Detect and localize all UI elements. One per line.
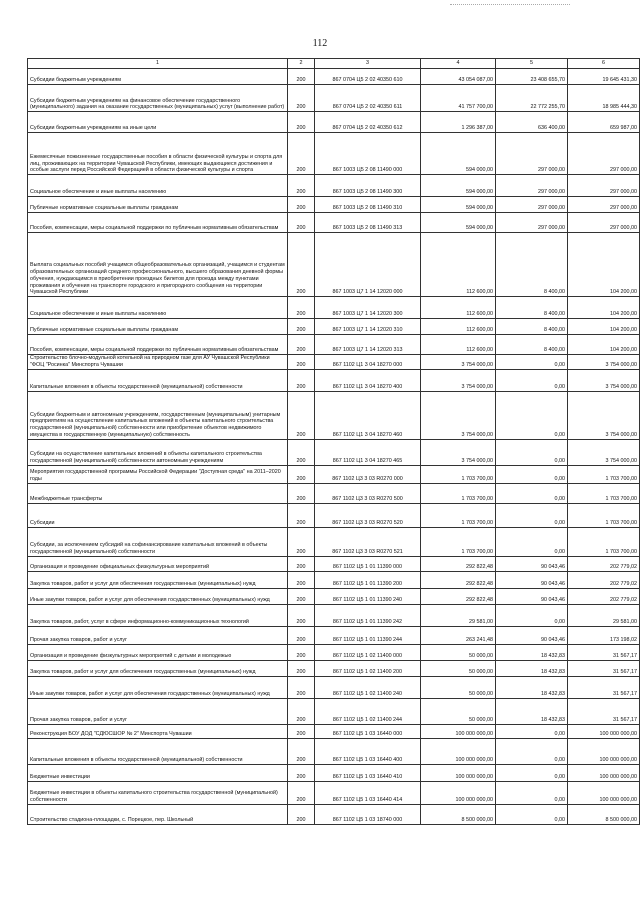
table-row	[28, 85, 640, 112]
row-amount-total: 1 703 700,00	[421, 483, 496, 503]
row-amount-total: 112 600,00	[421, 335, 496, 355]
row-classification: 867 1102 Ц5 1 03 16440 414	[315, 781, 421, 804]
row-classification: 867 0704 Ц5 2 02 40350 612	[315, 112, 421, 133]
row-amount-executed: 297 000,00	[496, 175, 568, 197]
row-name: Капитальные вложения в объекты государственной (муниципальной) собственности	[28, 369, 288, 391]
row-amount-total: 1 703 700,00	[421, 465, 496, 483]
row-code: 200	[288, 738, 315, 764]
row-amount-total: 594 000,00	[421, 175, 496, 197]
row-name: Строительство стадиона-площадки, с. Порецкое, пер. Школьный	[28, 804, 288, 824]
row-amount-executed: 18 432,83	[496, 644, 568, 660]
row-amount-executed: 90 043,46	[496, 588, 568, 604]
row-classification: 867 1102 Ц1 3 04 18270 400	[315, 369, 421, 391]
table-row	[28, 644, 640, 660]
row-classification: 867 1003 Ц7 1 14 12020 310	[315, 319, 421, 335]
row-classification: 867 1102 Ц5 1 02 11400 240	[315, 676, 421, 698]
row-name: Субсидии на осуществление капитальных вложений в объекты капитального строительства государственной (муниципальной) собственности автономным учреждениям	[28, 439, 288, 465]
row-amount-total: 100 000 000,00	[421, 724, 496, 738]
row-amount-executed: 0,00	[496, 527, 568, 556]
row-code: 200	[288, 588, 315, 604]
row-name: Строительство блочно-модульной котельной на природном газе для АУ Чувашской Республики "ФОЦ "Росинка" Минспорта Чувашии	[28, 355, 288, 370]
row-name: Закупка товаров, работ и услуг для обеспечения государственных (муниципальных) нужд	[28, 571, 288, 588]
table-row	[28, 781, 640, 804]
row-name: Иные закупки товаров, работ и услуг для обеспечения государственных (муниципальных) нужд	[28, 676, 288, 698]
row-classification: 867 1102 Ц5 1 03 16440 400	[315, 738, 421, 764]
row-code: 200	[288, 297, 315, 319]
row-code: 200	[288, 804, 315, 824]
table-row	[28, 804, 640, 824]
row-name: Пособия, компенсации, меры социальной поддержки по публичным нормативным обязательствам	[28, 213, 288, 233]
table-row	[28, 465, 640, 483]
row-classification: 867 1102 Ц5 1 02 11400 200	[315, 660, 421, 676]
row-amount-total: 292 822,48	[421, 571, 496, 588]
row-amount-executed: 90 043,46	[496, 556, 568, 571]
row-classification: 867 0704 Ц5 2 02 40350 611	[315, 85, 421, 112]
row-amount-executed: 8 400,00	[496, 335, 568, 355]
row-amount-remaining: 1 703 700,00	[568, 503, 640, 527]
row-code: 200	[288, 439, 315, 465]
row-amount-remaining: 3 754 000,00	[568, 355, 640, 370]
page-number: 112	[312, 38, 328, 49]
row-name: Выплата социальных пособий учащимся общеобразовательных организаций, учащимся и студентам образовательных организаций среднего профессионального, высшего образования дневной формы обучения, нуждающимся в приобретении проездных билетов для проезда между пунктами проживания и обучения на транспорте городского и пригородного сообщения на территории Чувашской Республики	[28, 233, 288, 297]
row-amount-total: 1 296 387,00	[421, 112, 496, 133]
row-amount-executed: 0,00	[496, 439, 568, 465]
row-amount-executed: 0,00	[496, 503, 568, 527]
table-row	[28, 604, 640, 626]
row-amount-executed: 0,00	[496, 391, 568, 439]
table-row	[28, 335, 640, 355]
row-name: Иные закупки товаров, работ и услуг для обеспечения государственных (муниципальных) нужд	[28, 588, 288, 604]
row-amount-remaining: 18 985 444,30	[568, 85, 640, 112]
row-code: 200	[288, 660, 315, 676]
table-row	[28, 764, 640, 781]
row-classification: 867 1102 Ц1 3 04 18270 460	[315, 391, 421, 439]
row-amount-remaining: 297 000,00	[568, 213, 640, 233]
row-code: 200	[288, 644, 315, 660]
row-classification: 867 1102 Ц3 3 03 R0270 520	[315, 503, 421, 527]
row-code: 200	[288, 112, 315, 133]
col-header-1: 1	[28, 59, 288, 69]
row-amount-executed: 90 043,46	[496, 626, 568, 644]
row-code: 200	[288, 781, 315, 804]
scan-mark	[450, 4, 570, 8]
row-code: 200	[288, 175, 315, 197]
row-amount-total: 100 000 000,00	[421, 738, 496, 764]
row-classification: 867 1102 Ц5 1 02 11400 244	[315, 698, 421, 724]
row-amount-total: 1 703 700,00	[421, 503, 496, 527]
row-amount-executed: 0,00	[496, 781, 568, 804]
row-code: 200	[288, 233, 315, 297]
row-name: Организация и проведение официальных физкультурных мероприятий	[28, 556, 288, 571]
table-row	[28, 297, 640, 319]
row-amount-remaining: 100 000 000,00	[568, 738, 640, 764]
row-code: 200	[288, 724, 315, 738]
row-amount-executed: 0,00	[496, 724, 568, 738]
row-amount-executed: 0,00	[496, 483, 568, 503]
row-amount-total: 594 000,00	[421, 197, 496, 213]
table-row	[28, 391, 640, 439]
row-name: Публичные нормативные социальные выплаты гражданам	[28, 197, 288, 213]
row-amount-total: 50 000,00	[421, 676, 496, 698]
col-header-2: 2	[288, 59, 315, 69]
table-row	[28, 571, 640, 588]
row-amount-total: 29 581,00	[421, 604, 496, 626]
row-amount-remaining: 3 754 000,00	[568, 439, 640, 465]
row-code: 200	[288, 698, 315, 724]
row-amount-total: 292 822,48	[421, 556, 496, 571]
row-amount-executed: 0,00	[496, 604, 568, 626]
row-amount-executed: 22 772 255,70	[496, 85, 568, 112]
row-name: Субсидии бюджетным учреждениям на финансовое обеспечение государственного (муниципального) задания на оказание государственных (муниципальных) услуг (выполнение работ)	[28, 85, 288, 112]
col-header-6: 6	[568, 59, 640, 69]
row-classification: 867 1003 Ц7 1 14 12020 000	[315, 233, 421, 297]
row-amount-remaining: 1 703 700,00	[568, 527, 640, 556]
row-amount-remaining: 31 567,17	[568, 644, 640, 660]
row-amount-total: 41 757 700,00	[421, 85, 496, 112]
row-amount-executed: 0,00	[496, 804, 568, 824]
row-amount-total: 3 754 000,00	[421, 355, 496, 370]
row-amount-total: 43 054 087,00	[421, 69, 496, 85]
row-amount-remaining: 202 779,02	[568, 556, 640, 571]
row-classification: 867 1102 Ц1 3 04 18270 465	[315, 439, 421, 465]
row-name: Прочая закупка товаров, работ и услуг	[28, 626, 288, 644]
row-amount-remaining: 1 703 700,00	[568, 483, 640, 503]
row-name: Бюджетные инвестиции	[28, 764, 288, 781]
row-classification: 867 1102 Ц1 3 04 18270 000	[315, 355, 421, 370]
row-classification: 867 1003 Ц5 2 08 11490 300	[315, 175, 421, 197]
row-code: 200	[288, 764, 315, 781]
row-code: 200	[288, 527, 315, 556]
row-amount-remaining: 31 567,17	[568, 676, 640, 698]
row-amount-executed: 297 000,00	[496, 213, 568, 233]
row-amount-remaining: 29 581,00	[568, 604, 640, 626]
row-amount-remaining: 104 200,00	[568, 335, 640, 355]
table-row	[28, 439, 640, 465]
col-header-4: 4	[421, 59, 496, 69]
row-code: 200	[288, 69, 315, 85]
row-name: Организация и проведение физкультурных мероприятий с детьми и молодежью	[28, 644, 288, 660]
row-amount-executed: 0,00	[496, 355, 568, 370]
row-code: 200	[288, 133, 315, 175]
row-classification: 867 1102 Ц5 1 01 11390 240	[315, 588, 421, 604]
row-amount-executed: 0,00	[496, 738, 568, 764]
table-row	[28, 724, 640, 738]
row-classification: 867 1102 Ц3 3 03 R0270 521	[315, 527, 421, 556]
row-name: Прочая закупка товаров, работ и услуг	[28, 698, 288, 724]
row-amount-total: 292 822,48	[421, 588, 496, 604]
row-amount-total: 3 754 000,00	[421, 391, 496, 439]
row-amount-remaining: 202 779,02	[568, 588, 640, 604]
row-amount-executed: 0,00	[496, 465, 568, 483]
row-name: Социальное обеспечение и иные выплаты населению	[28, 297, 288, 319]
col-header-3: 3	[315, 59, 421, 69]
row-code: 200	[288, 213, 315, 233]
table-row	[28, 355, 640, 370]
row-code: 200	[288, 571, 315, 588]
row-amount-executed: 0,00	[496, 369, 568, 391]
row-code: 200	[288, 85, 315, 112]
row-code: 200	[288, 197, 315, 213]
row-classification: 867 1102 Ц5 1 03 16440 000	[315, 724, 421, 738]
row-name: Реконструкция БОУ ДОД "СДЮСШОР № 2" Минспорта Чувашии	[28, 724, 288, 738]
row-code: 200	[288, 465, 315, 483]
row-code: 200	[288, 626, 315, 644]
row-name: Субсидии, за исключением субсидий на софинансирование капитальных вложений в объекты государственной (муниципальной) собственности	[28, 527, 288, 556]
row-code: 200	[288, 604, 315, 626]
row-amount-remaining: 202 779,02	[568, 571, 640, 588]
header-row	[28, 59, 640, 69]
row-name: Капитальные вложения в объекты государственной (муниципальной) собственности	[28, 738, 288, 764]
row-amount-executed: 297 000,00	[496, 197, 568, 213]
row-amount-executed: 18 432,83	[496, 676, 568, 698]
table-row	[28, 69, 640, 85]
row-amount-remaining: 100 000 000,00	[568, 724, 640, 738]
row-amount-remaining: 104 200,00	[568, 233, 640, 297]
row-amount-total: 8 500 000,00	[421, 804, 496, 824]
row-amount-total: 594 000,00	[421, 213, 496, 233]
row-amount-total: 100 000 000,00	[421, 781, 496, 804]
row-amount-remaining: 31 567,17	[568, 660, 640, 676]
table-row	[28, 588, 640, 604]
table-row	[28, 319, 640, 335]
row-amount-executed: 297 000,00	[496, 133, 568, 175]
row-name: Ежемесячные пожизненные государственные пособия в области физической культуры и спорта для лиц, проживающих на территории Чувашской Республики, имеющих выдающиеся достижения и особые заслуги перед Российской Федерацией в области физической культуры и спорта	[28, 133, 288, 175]
row-name: Закупка товаров, работ и услуг для обеспечения государственных (муниципальных) нужд	[28, 660, 288, 676]
row-amount-remaining: 31 567,17	[568, 698, 640, 724]
row-name: Публичные нормативные социальные выплаты гражданам	[28, 319, 288, 335]
row-amount-executed: 18 432,83	[496, 660, 568, 676]
row-classification: 867 1003 Ц7 1 14 12020 300	[315, 297, 421, 319]
row-amount-executed: 636 400,00	[496, 112, 568, 133]
table-row	[28, 676, 640, 698]
row-amount-remaining: 173 198,02	[568, 626, 640, 644]
row-amount-total: 3 754 000,00	[421, 369, 496, 391]
row-code: 200	[288, 335, 315, 355]
row-amount-total: 112 600,00	[421, 297, 496, 319]
row-amount-executed: 18 432,83	[496, 698, 568, 724]
table-row	[28, 175, 640, 197]
row-classification: 867 1102 Ц3 3 03 R0270 500	[315, 483, 421, 503]
row-name: Бюджетные инвестиции в объекты капитального строительства государственной (муниципальной) собственности	[28, 781, 288, 804]
table-row	[28, 112, 640, 133]
row-classification: 867 1003 Ц5 2 08 11490 313	[315, 213, 421, 233]
row-amount-total: 112 600,00	[421, 319, 496, 335]
row-amount-remaining: 3 754 000,00	[568, 391, 640, 439]
row-name: Субсидии бюджетным учреждениям на иные цели	[28, 112, 288, 133]
row-classification: 867 1003 Ц5 2 08 11490 310	[315, 197, 421, 213]
row-amount-executed: 8 400,00	[496, 233, 568, 297]
row-amount-total: 50 000,00	[421, 698, 496, 724]
row-classification: 867 1003 Ц5 2 08 11490 000	[315, 133, 421, 175]
row-amount-total: 594 000,00	[421, 133, 496, 175]
table-row	[28, 369, 640, 391]
row-amount-total: 50 000,00	[421, 644, 496, 660]
table-row	[28, 527, 640, 556]
row-amount-remaining: 100 000 000,00	[568, 781, 640, 804]
row-amount-total: 50 000,00	[421, 660, 496, 676]
row-amount-total: 263 241,48	[421, 626, 496, 644]
row-classification: 867 1102 Ц5 1 01 11390 244	[315, 626, 421, 644]
table-row	[28, 626, 640, 644]
row-amount-executed: 8 400,00	[496, 319, 568, 335]
row-classification: 867 1102 Ц3 3 03 R0270 000	[315, 465, 421, 483]
row-code: 200	[288, 556, 315, 571]
row-name: Пособия, компенсации, меры социальной поддержки по публичным нормативным обязательствам	[28, 335, 288, 355]
table-row	[28, 197, 640, 213]
table-row	[28, 133, 640, 175]
row-amount-remaining: 297 000,00	[568, 175, 640, 197]
row-amount-executed: 90 043,46	[496, 571, 568, 588]
row-amount-total: 3 754 000,00	[421, 439, 496, 465]
row-amount-executed: 8 400,00	[496, 297, 568, 319]
row-code: 200	[288, 483, 315, 503]
row-code: 200	[288, 391, 315, 439]
row-name: Мероприятия государственной программы Российской Федерации "Доступная среда" на 2011–2020 годы	[28, 465, 288, 483]
row-classification: 867 1102 Ц5 1 01 11390 000	[315, 556, 421, 571]
table-body	[28, 69, 640, 825]
row-amount-executed: 23 408 655,70	[496, 69, 568, 85]
table-row	[28, 503, 640, 527]
row-amount-remaining: 8 500 000,00	[568, 804, 640, 824]
row-classification: 867 1003 Ц7 1 14 12020 313	[315, 335, 421, 355]
row-name: Межбюджетные трансферты	[28, 483, 288, 503]
row-name: Субсидии	[28, 503, 288, 527]
row-amount-remaining: 104 200,00	[568, 319, 640, 335]
row-name: Закупка товаров, работ, услуг в сфере информационно-коммуникационных технологий	[28, 604, 288, 626]
row-code: 200	[288, 319, 315, 335]
row-amount-total: 112 600,00	[421, 233, 496, 297]
row-amount-total: 1 703 700,00	[421, 527, 496, 556]
row-classification: 867 1102 Ц5 1 03 16440 410	[315, 764, 421, 781]
table-row	[28, 233, 640, 297]
row-code: 200	[288, 676, 315, 698]
row-classification: 867 1102 Ц5 1 03 18740 000	[315, 804, 421, 824]
row-amount-remaining: 297 000,00	[568, 133, 640, 175]
row-classification: 867 1102 Ц5 1 02 11400 000	[315, 644, 421, 660]
row-code: 200	[288, 369, 315, 391]
table-row	[28, 698, 640, 724]
row-classification: 867 1102 Ц5 1 01 11390 200	[315, 571, 421, 588]
row-code: 200	[288, 355, 315, 370]
budget-table	[27, 58, 640, 825]
col-header-5: 5	[496, 59, 568, 69]
row-amount-total: 100 000 000,00	[421, 764, 496, 781]
table-row	[28, 556, 640, 571]
row-classification: 867 0704 Ц5 2 02 40350 610	[315, 69, 421, 85]
row-name: Субсидии бюджетным учреждениям	[28, 69, 288, 85]
row-amount-remaining: 100 000 000,00	[568, 764, 640, 781]
table-row	[28, 660, 640, 676]
row-amount-executed: 0,00	[496, 764, 568, 781]
table-row	[28, 738, 640, 764]
row-code: 200	[288, 503, 315, 527]
row-amount-remaining: 1 703 700,00	[568, 465, 640, 483]
row-amount-remaining: 19 645 431,30	[568, 69, 640, 85]
row-name: Субсидии бюджетным и автономным учреждениям, государственным (муниципальным) унитарным предприятиям на осуществление капитальных вложений в объекты капитального строительства государственной (муниципальной) собственности или приобретение объектов недвижимого имущества в государственную (муниципальную) собственность	[28, 391, 288, 439]
row-amount-remaining: 297 000,00	[568, 197, 640, 213]
table-row	[28, 213, 640, 233]
row-classification: 867 1102 Ц5 1 01 11390 242	[315, 604, 421, 626]
row-amount-remaining: 3 754 000,00	[568, 369, 640, 391]
row-amount-remaining: 104 200,00	[568, 297, 640, 319]
row-name: Социальное обеспечение и иные выплаты населению	[28, 175, 288, 197]
row-amount-remaining: 659 987,00	[568, 112, 640, 133]
table-row	[28, 483, 640, 503]
